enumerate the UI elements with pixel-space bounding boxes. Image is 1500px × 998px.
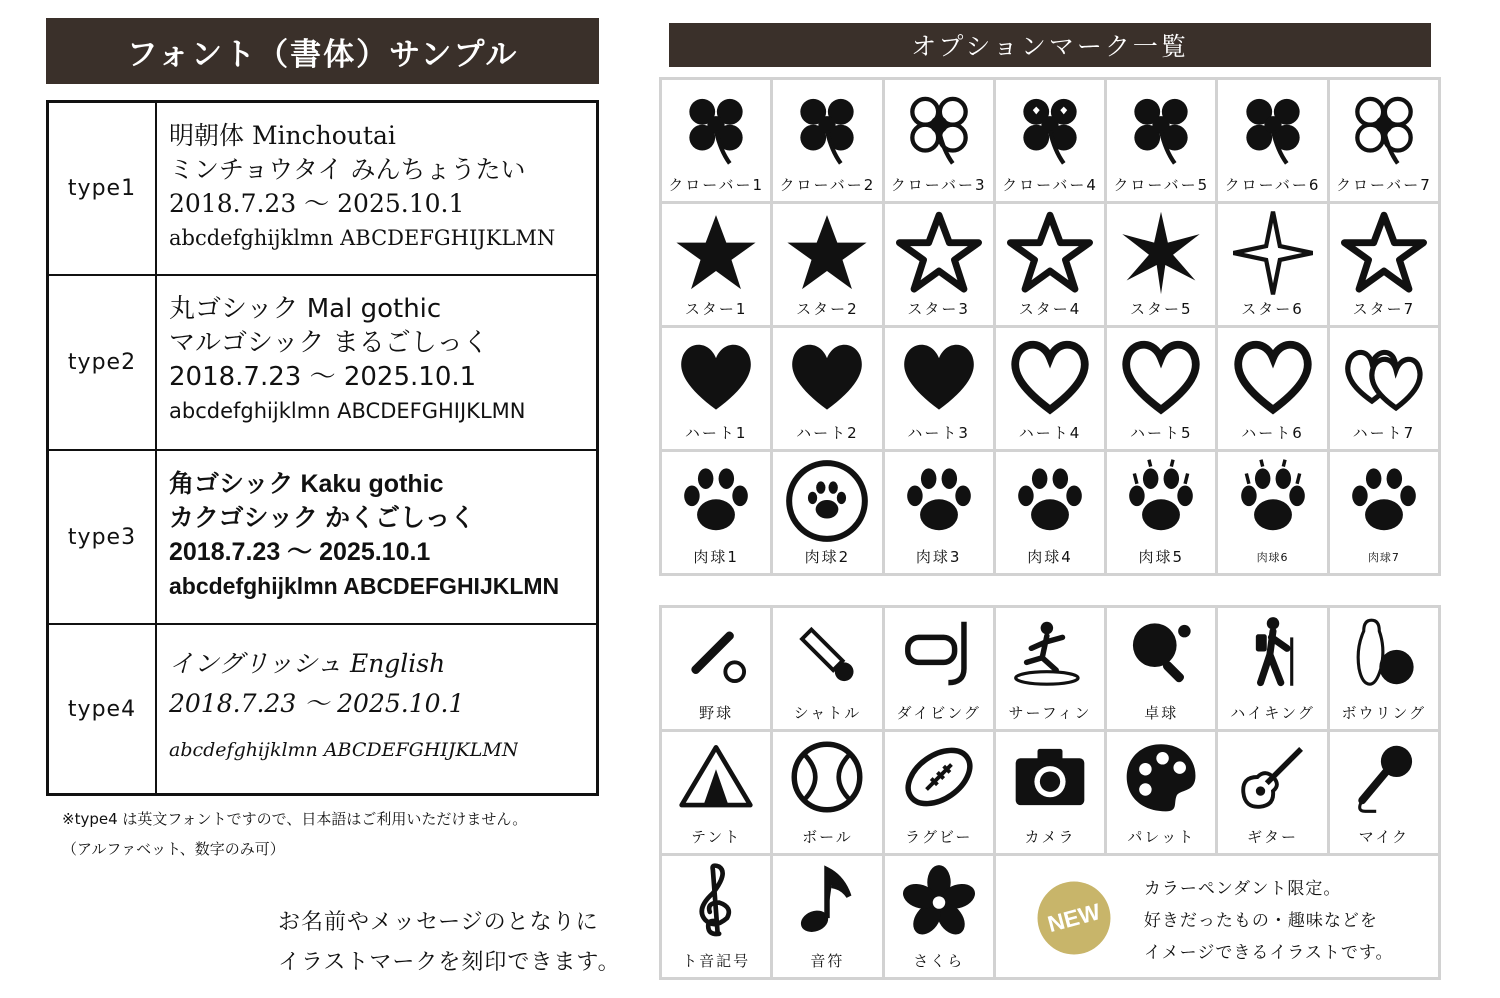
guitar-icon [1234, 738, 1312, 816]
option-mark-label: スター2 [796, 300, 859, 318]
font-type-label: type4 [49, 625, 157, 793]
option-mark-item [773, 328, 881, 449]
clover-icon [673, 86, 759, 172]
option-mark-item [773, 204, 881, 325]
option-mark-item [885, 328, 993, 449]
star-outline-icon [1007, 210, 1093, 296]
illustration-label: テント [691, 828, 742, 846]
surfing-icon [1011, 614, 1089, 692]
option-mark-label: 肉球4 [1027, 548, 1073, 566]
microphone-icon [1345, 738, 1423, 816]
illustration-label: 野球 [699, 704, 734, 722]
illustration-item [662, 732, 770, 853]
option-mark-label: クローバー7 [1335, 176, 1432, 194]
option-mark-label: クローバー1 [668, 176, 765, 194]
option-mark-item [1107, 328, 1215, 449]
sample-line: 2018.7.23 ～ 2025.10.1 [169, 538, 431, 566]
illustration-label: マイク [1358, 828, 1410, 846]
font-type-label: type3 [49, 451, 157, 623]
option-mark-label: 肉球2 [804, 548, 851, 566]
font-type-label: type1 [49, 103, 157, 274]
option-mark-item [662, 204, 770, 325]
diving-mask-icon [900, 614, 978, 692]
heart-icon [673, 334, 759, 420]
illustration-label: パレット [1127, 828, 1196, 846]
ping-pong-icon [1122, 614, 1200, 692]
font-row-type4 [49, 625, 596, 793]
catchcopy-line: お名前やメッセージのとなりに [278, 910, 599, 935]
sample-line: abcdefghijklmn ABCDEFGHIJKLMN [169, 399, 526, 423]
font-sample [157, 103, 555, 274]
option-mark-item [1107, 452, 1215, 573]
sample-line: abcdefghijklmn ABCDEFGHIJKLMN [169, 573, 560, 599]
option-mark-label: クローバー4 [1002, 176, 1098, 194]
illustration-label: シャトル [793, 704, 862, 722]
option-mark-item [1107, 80, 1215, 201]
paw-icon [1341, 458, 1427, 544]
heart-outline-icon [1118, 334, 1204, 420]
illustration-item [996, 732, 1104, 853]
illustration-label: さくら [913, 952, 965, 970]
option-mark-label: クローバー5 [1113, 176, 1210, 194]
treble-clef-icon [677, 862, 755, 940]
paw-claw-icon [1230, 458, 1316, 544]
palette-icon [1122, 738, 1200, 816]
illustration-item [885, 608, 993, 729]
option-mark-label: ハート5 [1130, 424, 1193, 442]
heart-icon [896, 334, 982, 420]
font-sample [157, 276, 525, 449]
sample-line: カクゴシック かくごしっく [169, 504, 475, 532]
catchcopy-line: イラストマークを刻印できます。 [278, 950, 621, 975]
option-mark-label: クローバー2 [779, 176, 876, 194]
new-notice-line: 好きだったもの・趣味などを [1143, 911, 1378, 931]
option-mark-item [773, 452, 881, 573]
font-row-type1 [49, 103, 596, 276]
option-mark-label: クローバー3 [890, 176, 987, 194]
clover-heart-icon [1007, 86, 1093, 172]
illustration-item [1330, 608, 1438, 729]
sample-line: マルゴシック まるごしっく [169, 328, 489, 358]
illustration-item [662, 608, 770, 729]
option-mark-item [1330, 204, 1438, 325]
illustration-label: カメラ [1024, 828, 1076, 846]
option-mark-item [1218, 204, 1326, 325]
paw-icon [896, 458, 982, 544]
font-note: ※type4 は英文フォントですので、日本語はご利用いただけません。 [62, 810, 528, 828]
sample-line: 2018.7.23 ～ 2025.10.1 [169, 362, 477, 392]
option-mark-item [662, 80, 770, 201]
option-mark-item [1330, 328, 1438, 449]
heart-outline-icon [1007, 334, 1093, 420]
option-mark-label: ハート4 [1018, 424, 1082, 442]
paw-icon [673, 458, 759, 544]
double-heart-icon [1341, 334, 1427, 420]
star-outline-icon [1341, 210, 1427, 296]
font-sample [157, 451, 559, 623]
option-mark-label: 肉球3 [915, 548, 962, 566]
option-mark-item [885, 80, 993, 201]
illustration-item [885, 856, 993, 977]
rugby-ball-icon [900, 738, 978, 816]
option-mark-label: スター7 [1352, 300, 1416, 318]
font-row-type3 [49, 451, 596, 625]
sample-line: 丸ゴシック Mal gothic [169, 294, 442, 324]
sparkle-star-icon [1230, 210, 1316, 296]
option-mark-label: スター6 [1241, 300, 1304, 318]
option-mark-label: ハート1 [684, 424, 748, 442]
sample-line: ミンチョウタイ みんちょうたい [169, 155, 526, 184]
sample-line: 2018.7.23 ～ 2025.10.1 [169, 689, 465, 718]
clover-outline-icon [1341, 86, 1427, 172]
option-mark-item [1218, 80, 1326, 201]
sample-line: 角ゴシック Kaku gothic [169, 470, 444, 498]
tennis-ball-icon [788, 738, 866, 816]
new-notice [996, 856, 1438, 977]
option-mark-item [1330, 452, 1438, 573]
font-sample [157, 625, 518, 793]
option-mark-label: スター3 [907, 300, 970, 318]
clover-icon [784, 86, 870, 172]
illustration-label: ト音記号 [682, 952, 751, 970]
illustration-label: サーフィン [1008, 704, 1092, 722]
option-mark-item [996, 328, 1104, 449]
baseball-icon [677, 614, 755, 692]
option-mark-label: ハート7 [1352, 424, 1416, 442]
option-mark-title: オプションマーク一覧 [669, 23, 1431, 67]
option-mark-grid [659, 77, 1441, 576]
star-icon [784, 210, 870, 296]
shuttlecock-icon [788, 614, 866, 692]
illustration-item [1218, 732, 1326, 853]
illustration-label: ボール [802, 828, 853, 846]
heart-icon [784, 334, 870, 420]
illustration-label: ボウリング [1341, 704, 1427, 722]
paw-icon [1007, 458, 1093, 544]
new-notice-line: イメージできるイラストです。 [1143, 943, 1394, 963]
option-mark-item [885, 204, 993, 325]
option-mark-item [1107, 204, 1215, 325]
font-sample-title: フォント（書体）サンプル [46, 18, 599, 84]
sample-line: 明朝体 Minchoutai [169, 121, 396, 150]
illustration-item [1107, 608, 1215, 729]
star-outline-icon [896, 210, 982, 296]
new-badge-text: NEW [1044, 898, 1103, 938]
option-mark-label: クローバー6 [1224, 176, 1321, 194]
new-badge-icon [1036, 880, 1112, 956]
font-type-label: type2 [49, 276, 157, 449]
illustration-item [662, 856, 770, 977]
sample-line: 2018.7.23 ～ 2025.10.1 [169, 189, 465, 218]
illustration-item [996, 608, 1104, 729]
option-mark-label: スター5 [1130, 300, 1193, 318]
option-mark-label: 肉球6 [1256, 551, 1289, 564]
option-mark-item [996, 452, 1104, 573]
burst-star-icon [1118, 210, 1204, 296]
music-note-icon [788, 862, 866, 940]
option-mark-label: 肉球5 [1138, 548, 1185, 566]
sample-line: abcdefghijklmn ABCDEFGHIJKLMN [169, 226, 556, 250]
illustration-label: ギター [1247, 828, 1298, 846]
option-mark-label: ハート6 [1241, 424, 1304, 442]
illustration-item [885, 732, 993, 853]
illustration-grid [659, 605, 1441, 980]
option-mark-label: スター4 [1018, 300, 1082, 318]
option-mark-label: ハート3 [907, 424, 970, 442]
option-mark-label: スター1 [684, 300, 748, 318]
camera-icon [1011, 738, 1089, 816]
paw-circle-icon [784, 458, 870, 544]
option-mark-label: ハート2 [796, 424, 859, 442]
option-mark-item [1218, 328, 1326, 449]
illustration-label: ハイキング [1230, 704, 1315, 722]
font-sample-table [46, 100, 599, 796]
paw-claw-icon [1118, 458, 1204, 544]
illustration-label: 卓球 [1144, 704, 1179, 722]
illustration-item [1330, 732, 1438, 853]
illustration-item [773, 608, 881, 729]
option-mark-item [773, 80, 881, 201]
sample-line: イングリッシュ English [169, 649, 446, 678]
option-mark-item [885, 452, 993, 573]
option-mark-label: 肉球7 [1367, 551, 1400, 564]
illustration-item [773, 732, 881, 853]
tent-icon [677, 738, 755, 816]
star-icon [673, 210, 759, 296]
option-mark-item [1330, 80, 1438, 201]
illustration-label: ラグビー [905, 828, 973, 846]
option-mark-label: 肉球1 [693, 548, 739, 566]
illustration-label: ダイビング [896, 704, 981, 722]
clover-icon [1118, 86, 1204, 172]
bowling-icon [1345, 614, 1423, 692]
option-mark-item [996, 204, 1104, 325]
sakura-icon [900, 862, 978, 940]
option-mark-item [1218, 452, 1326, 573]
sample-line: abcdefghijklmn ABCDEFGHIJKLMN [169, 739, 519, 761]
heart-outline-icon [1230, 334, 1316, 420]
new-notice-line: カラーペンダント限定。 [1143, 879, 1342, 899]
illustration-item [1107, 732, 1215, 853]
illustration-item [773, 856, 881, 977]
illustration-item [1218, 608, 1326, 729]
option-mark-item [662, 328, 770, 449]
hiking-icon [1234, 614, 1312, 692]
clover-outline-icon [896, 86, 982, 172]
illustration-label: 音符 [810, 952, 845, 970]
option-mark-item [662, 452, 770, 573]
clover-icon [1230, 86, 1316, 172]
font-row-type2 [49, 276, 596, 451]
font-note-sub: （アルファベット、数字のみ可） [62, 840, 285, 858]
option-mark-item [996, 80, 1104, 201]
